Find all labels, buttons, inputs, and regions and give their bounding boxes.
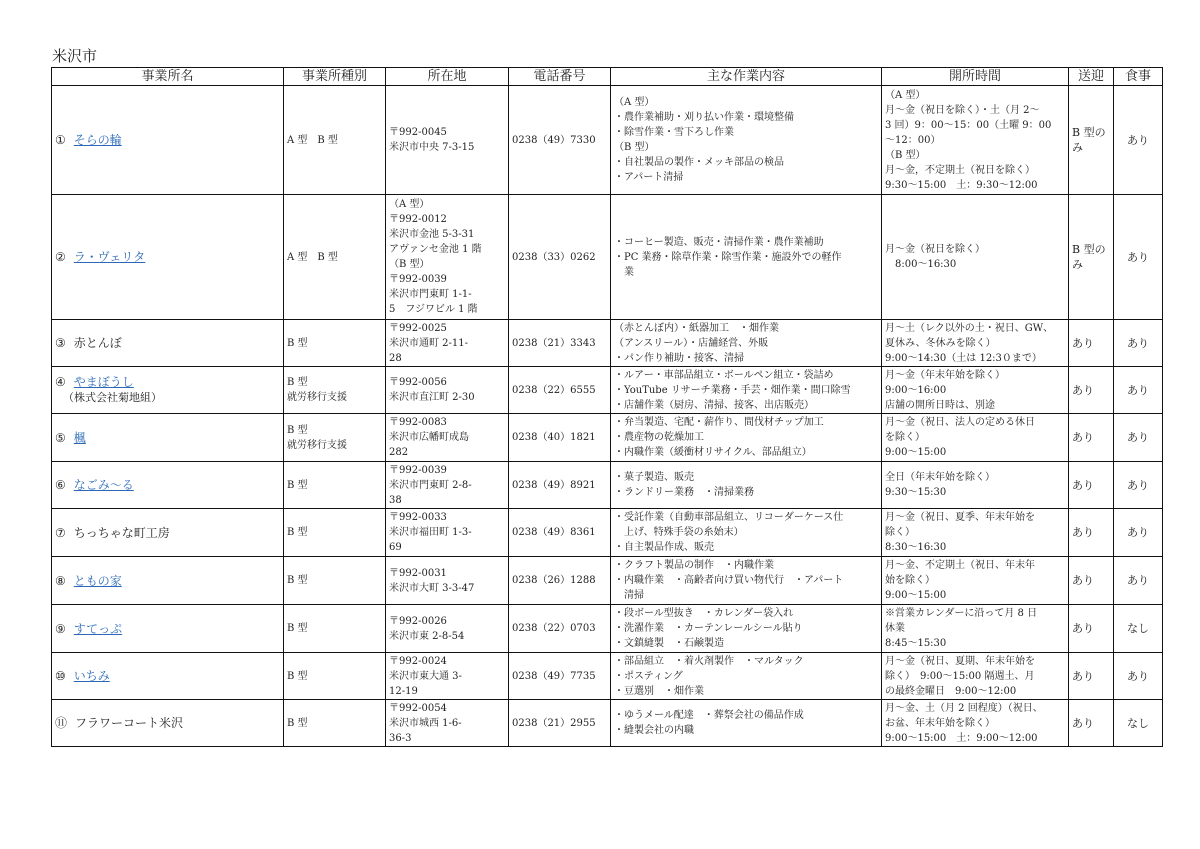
work-line: ・弁当製造、宅配・薪作り、間伐材チップ加工 — [614, 417, 824, 428]
work-cell — [611, 462, 882, 509]
address-line: 米沢市福田町 1-3- — [389, 527, 472, 538]
address-cell — [386, 367, 509, 414]
address-line: 〒992-0012 — [389, 214, 447, 225]
facility-name-cell — [52, 462, 284, 509]
hours-line: 月～金、土（月 2 回程度）（祝日、 — [885, 702, 1043, 714]
transport-cell: あり — [1069, 557, 1114, 605]
table-row — [52, 195, 1163, 320]
transport-cell: あり — [1069, 462, 1114, 509]
header-address: 所在地 — [386, 68, 509, 86]
phone-cell: 0238（49）7330 — [509, 86, 611, 195]
hours-line: 全日（年末年始を除く） — [885, 472, 995, 483]
work-line: ・クラフト製品の制作 ・内職作業 — [614, 560, 774, 571]
hours-line: （B 型） — [885, 149, 926, 161]
row-number: ⑥ — [55, 478, 66, 492]
meal-cell: あり — [1114, 195, 1163, 320]
address-line: 米沢市門東町 1-1- — [389, 289, 472, 300]
meal-cell: なし — [1114, 700, 1163, 747]
facility-link[interactable]: すてっぷ — [73, 621, 123, 636]
address-cell — [386, 462, 509, 509]
hours-line: 月～金（年末年始を除く） — [885, 369, 1005, 381]
facility-type-cell — [284, 414, 386, 462]
facility-name-cell — [52, 557, 284, 605]
meal-cell: あり — [1114, 320, 1163, 367]
hours-line: 休業 — [885, 623, 905, 634]
transport-cell: あり — [1069, 700, 1114, 747]
facility-type-cell — [284, 557, 386, 605]
address-cell — [386, 700, 509, 747]
facility-name-cell — [52, 509, 284, 557]
facility-type-line: B 型 — [287, 670, 308, 682]
phone-cell: 0238（40）1821 — [509, 414, 611, 462]
hours-line: 月～金（祝日、夏期、年末年始を — [885, 655, 1035, 667]
transport-cell: あり — [1069, 605, 1114, 653]
address-cell — [386, 320, 509, 367]
meal-cell: あり — [1114, 653, 1163, 700]
page-title: 米沢市 — [52, 47, 98, 65]
address-line: 282 — [389, 447, 409, 458]
facility-company: （株式会社菊地組） — [63, 391, 162, 404]
facility-link[interactable]: ともの家 — [73, 573, 122, 588]
hours-cell — [882, 509, 1069, 557]
address-line: 〒992-0039 — [389, 274, 447, 285]
work-line: ・農作業補助・刈り払い作業・環境整備 — [614, 112, 794, 123]
header-hours: 開所時間 — [882, 68, 1069, 86]
work-line: ・パン作り補助・接客、清掃 — [614, 352, 744, 364]
work-cell — [611, 86, 882, 195]
address-line: 米沢市直江町 2-30 — [389, 392, 475, 403]
phone-cell: 0238（49）7735 — [509, 653, 611, 700]
facility-type-line: B 型 — [287, 377, 308, 388]
facility-name-cell — [52, 700, 284, 747]
work-line: ・自主製品作成、販売 — [614, 542, 714, 553]
hours-cell — [882, 462, 1069, 509]
address-line: 〒992-0054 — [389, 702, 447, 714]
facility-type-line: A 型 B 型 — [287, 251, 338, 263]
hours-line: の最終金曜日 9:00～12:00 — [885, 685, 1017, 697]
phone-cell: 0238（33）0262 — [509, 195, 611, 320]
facility-type-line: B 型 — [287, 575, 308, 586]
facility-type-line: B 型 — [287, 337, 308, 349]
address-cell — [386, 414, 509, 462]
hours-line: 8:45～15:30 — [885, 638, 947, 649]
phone-cell: 0238（22）0703 — [509, 605, 611, 653]
hours-line: ～12：00） — [885, 134, 941, 146]
work-line: ・内職作業（緩衝材リサイクル、部品組立） — [614, 447, 812, 458]
address-line: 5 フジワビル 1 階 — [389, 304, 478, 315]
hours-line: 店舗の開所日時は、別途 — [885, 399, 995, 411]
work-line: ・ポスティング — [614, 670, 683, 682]
work-line: ・除雪作業・雪下ろし作業 — [614, 127, 734, 138]
facility-type-cell — [284, 700, 386, 747]
facility-name-cell — [52, 367, 284, 414]
table-row — [52, 557, 1163, 605]
work-line: ・部品組立 ・着火剤製作 ・マルタック — [614, 655, 804, 667]
row-number: ⑦ — [55, 525, 66, 540]
hours-cell — [882, 414, 1069, 462]
phone-cell: 0238（22）6555 — [509, 367, 611, 414]
facility-link[interactable]: いちみ — [73, 669, 110, 683]
address-line: 〒992-0083 — [389, 417, 447, 428]
work-line: 上げ、特殊手袋の糸始末） — [614, 527, 744, 538]
header-meal: 食事 — [1114, 68, 1163, 86]
address-line: 〒992-0039 — [389, 464, 447, 476]
hours-line: 始を除く） — [885, 575, 935, 586]
address-cell — [386, 86, 509, 195]
phone-cell: 0238（49）8361 — [509, 509, 611, 557]
facility-type-cell — [284, 653, 386, 700]
hours-cell — [882, 557, 1069, 605]
facility-type-line: 就労移行支援 — [287, 392, 347, 403]
facility-name: フラワーコート米沢 — [75, 716, 184, 730]
work-line: ・ルアー・車部品組立・ボールペン組立・袋詰め — [614, 369, 834, 381]
address-cell — [386, 653, 509, 700]
row-number: ① — [55, 133, 66, 147]
hours-line: 9:00～15:00 — [885, 447, 947, 458]
hours-line: 9:00～14:30（土は 12:3０まで） — [885, 352, 1042, 364]
facility-type-line: B 型 — [287, 424, 308, 436]
work-line: ・店舗作業（厨房、清掃、接客、出店販売） — [614, 399, 814, 411]
facility-type-cell — [284, 195, 386, 320]
address-line: 米沢市大町 3-3-47 — [389, 582, 475, 594]
row-number: ⑩ — [55, 669, 66, 683]
work-line: ・文鎮縫製 ・石鹸製造 — [614, 638, 724, 649]
hours-line: 8:00～16:30 — [885, 259, 957, 270]
work-line: ・アパート清掃 — [614, 172, 684, 183]
facility-type-cell — [284, 605, 386, 653]
meal-cell: あり — [1114, 86, 1163, 195]
hours-line: 9:30～15:00 土：9:30～12:00 — [885, 179, 1038, 191]
address-line: 69 — [389, 542, 402, 553]
address-line: 12-19 — [389, 685, 418, 697]
hours-line: 3 回）9：00～15：00（土曜 9：00 — [885, 119, 1052, 131]
hours-line: 除く） 9:00～15:00 隔週土、月 — [885, 670, 1035, 682]
hours-line: 9:00～15:00 — [885, 590, 947, 601]
facility-type-line: B 型 — [287, 623, 308, 634]
table-row — [52, 414, 1163, 462]
hours-cell — [882, 195, 1069, 320]
facility-type-line: 就労移行支援 — [287, 439, 347, 451]
hours-line: 月～金（祝日を除く） — [885, 244, 985, 255]
address-line: 〒992-0045 — [389, 127, 447, 138]
row-number: ⑤ — [55, 430, 66, 445]
row-number: ⑨ — [55, 621, 66, 636]
facility-type-line: B 型 — [287, 479, 308, 491]
facility-name: ちっちゃな町工房 — [73, 525, 170, 540]
header-transport: 送迎 — [1069, 68, 1114, 86]
work-line: ・YouTube リサーチ業務・手芸・畑作業・間口除雪 — [614, 384, 851, 396]
work-cell — [611, 700, 882, 747]
table-row — [52, 653, 1163, 700]
transport-cell: あり — [1069, 414, 1114, 462]
facility-type-line: B 型 — [287, 717, 308, 729]
row-number: ③ — [55, 336, 66, 350]
facility-link[interactable]: ラ・ヴェリタ — [73, 250, 146, 264]
meal-cell: あり — [1114, 414, 1163, 462]
hours-cell — [882, 700, 1069, 747]
work-cell — [611, 509, 882, 557]
address-line: （B 型） — [389, 259, 430, 270]
address-cell — [386, 557, 509, 605]
transport-cell: あり — [1069, 653, 1114, 700]
facility-name-cell — [52, 320, 284, 367]
table-body — [52, 86, 1163, 747]
address-line: 〒992-0033 — [389, 512, 447, 523]
hours-cell — [882, 605, 1069, 653]
table-row — [52, 605, 1163, 653]
row-number: ⑪ — [55, 716, 68, 730]
address-line: 米沢市東大通 3- — [389, 670, 462, 682]
facility-type-cell — [284, 509, 386, 557]
address-cell — [386, 605, 509, 653]
hours-line: 9:00～15:00 土：9:00～12:00 — [885, 732, 1038, 744]
address-line: 〒992-0024 — [389, 655, 447, 667]
work-cell — [611, 367, 882, 414]
work-line: ・内職作業 ・高齢者向け買い物代行 ・アパート — [614, 575, 844, 586]
facility-type-line: B 型 — [287, 527, 308, 538]
phone-cell: 0238（26）1288 — [509, 557, 611, 605]
work-line: ・PC 業務・除草作業・除雪作業・施設外での軽作 — [614, 251, 842, 263]
facility-name-cell — [52, 414, 284, 462]
meal-cell: なし — [1114, 605, 1163, 653]
header-type: 事業所種別 — [284, 68, 386, 86]
meal-cell: あり — [1114, 557, 1163, 605]
transport-cell: あり — [1069, 320, 1114, 367]
facility-name-cell — [52, 605, 284, 653]
work-line: ・コーヒー製造、販売・清掃作業・農作業補助 — [614, 236, 824, 248]
hours-line: 除く） — [885, 527, 915, 538]
work-line: （A 型） — [614, 97, 655, 108]
address-line: 〒992-0025 — [389, 322, 447, 334]
hours-line: ※営業カレンダーに沿って月 8 日 — [885, 608, 1038, 619]
facility-type-cell — [284, 86, 386, 195]
transport-cell: B 型のみ — [1069, 86, 1114, 195]
hours-line: 月～金，不定期土（祝日を除く） — [885, 164, 1035, 176]
address-line: 米沢市東 2-8-54 — [389, 630, 465, 642]
address-line: 28 — [389, 352, 402, 364]
work-cell — [611, 557, 882, 605]
table-row — [52, 700, 1163, 747]
address-line: 38 — [389, 494, 402, 506]
hours-line: 9:30～15:30 — [885, 487, 947, 498]
header-row — [52, 68, 1163, 86]
hours-line: 夏休み、冬休みを除く） — [885, 337, 996, 349]
address-line: 米沢市金池 5-3-31 — [389, 229, 475, 240]
work-line: ・縫製会社の内職 — [614, 725, 694, 736]
hours-line: を除く） — [885, 432, 925, 443]
header-phone: 電話番号 — [509, 68, 611, 86]
hours-cell — [882, 653, 1069, 700]
facility-name-cell — [52, 86, 284, 195]
facilities-table — [51, 67, 1163, 747]
meal-cell: あり — [1114, 462, 1163, 509]
transport-cell: あり — [1069, 509, 1114, 557]
hours-cell — [882, 320, 1069, 367]
table-row — [52, 462, 1163, 509]
facility-type-cell — [284, 367, 386, 414]
phone-cell: 0238（21）3343 — [509, 320, 611, 367]
address-line: 米沢市城西 1-6- — [389, 717, 462, 729]
hours-line: 9:00～16:00 — [885, 384, 947, 396]
work-line: ・洗濯作業 ・カーテンレールシール貼り — [614, 623, 803, 634]
address-line: 〒992-0056 — [389, 377, 447, 388]
address-line: 36-3 — [389, 732, 412, 744]
work-cell — [611, 195, 882, 320]
table-row — [52, 509, 1163, 557]
work-line: ・段ボール型抜き ・カレンダー袋入れ — [614, 608, 794, 619]
row-number: ④ — [55, 375, 66, 389]
work-line: ・菓子製造、販売 — [614, 472, 694, 483]
work-line: ・豆選別 ・畑作業 — [614, 685, 704, 697]
hours-line: お盆、年末年始を除く） — [885, 717, 995, 729]
facility-name-cell — [52, 195, 284, 320]
facility-link[interactable]: そらの輪 — [73, 133, 122, 147]
address-line: （A 型） — [389, 199, 430, 210]
row-number: ⑧ — [55, 573, 66, 588]
facility-link[interactable]: なごみ～る — [73, 478, 134, 492]
work-line: ・ゆうメール配達 ・葬祭会社の備品作成 — [614, 710, 804, 721]
hours-cell — [882, 86, 1069, 195]
facility-type-cell — [284, 462, 386, 509]
hours-line: 月～金、不定期土（祝日、年末年 — [885, 560, 1035, 571]
hours-line: 月～金（祝日を除く）・土（月 2～ — [885, 104, 1040, 116]
address-line: 米沢市広幡町成島 — [389, 432, 469, 443]
work-line: 業 — [614, 266, 634, 278]
address-line: アヴァンセ金池 1 階 — [389, 244, 482, 255]
facility-type-line: A 型 B 型 — [287, 134, 338, 146]
header-name: 事業所名 — [52, 68, 284, 86]
address-cell — [386, 509, 509, 557]
hours-line: 8:30～16:30 — [885, 542, 947, 553]
address-line: 〒992-0026 — [389, 615, 447, 627]
address-line: 〒992-0031 — [389, 567, 447, 579]
meal-cell: あり — [1114, 509, 1163, 557]
address-cell — [386, 195, 509, 320]
facility-link[interactable]: 楓 — [73, 430, 86, 445]
work-line: （赤とんぼ内）・紙器加工 ・畑作業 — [614, 322, 779, 334]
work-line: ・農産物の乾燥加工 — [614, 432, 704, 443]
work-line: ・ランドリー業務 ・清掃業務 — [614, 487, 754, 498]
hours-cell — [882, 367, 1069, 414]
facility-link[interactable]: やまぼうし — [73, 375, 134, 389]
header-work: 主な作業内容 — [611, 68, 882, 86]
facility-name-cell — [52, 653, 284, 700]
row-number: ② — [55, 250, 66, 264]
work-cell — [611, 414, 882, 462]
facility-name: 赤とんぼ — [73, 336, 122, 350]
hours-line: 月～金（祝日、法人の定める休日 — [885, 417, 1035, 428]
work-line: ・受託作業（自動車部品組立、リコーダーケース仕 — [614, 512, 844, 523]
work-line: 清掃 — [614, 590, 644, 601]
work-cell — [611, 320, 882, 367]
work-cell — [611, 653, 882, 700]
hours-line: 月～土（レク以外の土・祝日、GW、 — [885, 322, 1054, 334]
hours-line: （A 型） — [885, 89, 926, 101]
facility-type-cell — [284, 320, 386, 367]
work-cell — [611, 605, 882, 653]
address-line: 米沢市門東町 2-8- — [389, 479, 472, 491]
work-line: （B 型） — [614, 142, 655, 153]
work-line: （アンスリール）・店舗経営、外販 — [614, 337, 769, 349]
phone-cell: 0238（49）8921 — [509, 462, 611, 509]
address-line: 米沢市中央 7-3-15 — [389, 142, 475, 153]
hours-line: 月～金（祝日、夏季、年末年始を — [885, 512, 1035, 523]
transport-cell: B 型のみ — [1069, 195, 1114, 320]
address-line: 米沢市通町 2-11- — [389, 337, 469, 349]
meal-cell: あり — [1114, 367, 1163, 414]
transport-cell: あり — [1069, 367, 1114, 414]
table-row — [52, 320, 1163, 367]
phone-cell: 0238（21）2955 — [509, 700, 611, 747]
work-line: ・自社製品の製作・メッキ部品の検品 — [614, 157, 784, 168]
table-row — [52, 86, 1163, 195]
table-row — [52, 367, 1163, 414]
